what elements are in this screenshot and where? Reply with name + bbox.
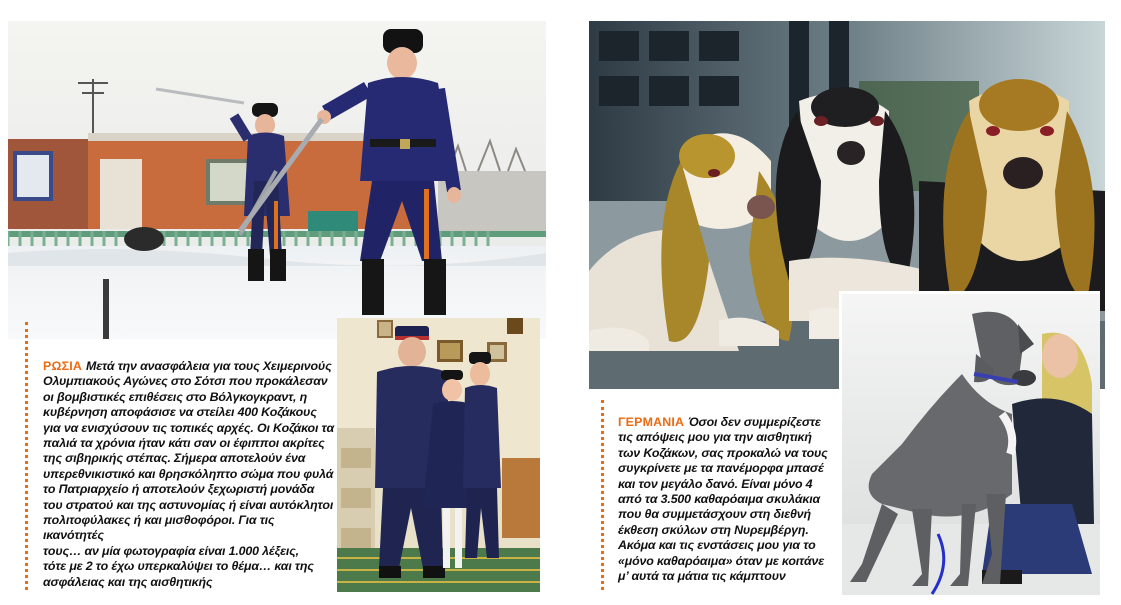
caption-line: «μόνο καθαρόαιμα» όταν με κοιτάνε xyxy=(618,553,824,568)
caption-divider xyxy=(25,322,28,590)
caption-line: Όσοι δεν συμμερίζεστε xyxy=(688,415,821,429)
caption-line: συγκρίνετε με τα πανέμορφα μπασέ xyxy=(618,461,824,476)
caption-line: τότε με 2 το έχω υπερκαλύψει το θέμα… και της xyxy=(43,559,314,574)
caption-divider xyxy=(601,400,604,590)
cossacks-snow-illustration xyxy=(8,21,546,339)
caption-line: που θα συμμετάσχουν στη διεθνή xyxy=(618,507,811,522)
cossacks-snow-photo xyxy=(8,21,546,339)
caption-line: ασφάλειας και της αισθητικής xyxy=(43,574,213,589)
great-dane-photo xyxy=(839,291,1100,595)
cossack-family-photo xyxy=(337,318,540,592)
caption-line: Ολυμπιακούς Αγώνες στο Σότσι που προκάλεσαν xyxy=(43,374,328,389)
caption-line: από τα 3.500 καθαρόαιμα σκυλάκια xyxy=(618,492,821,507)
caption-line: έκθεση σκύλων στη Νυρεμβέργη. xyxy=(618,522,809,537)
caption-line: παλιά τα χρόνια ήταν κάτι σαν οι έφιπποι ακρίτες xyxy=(43,436,325,451)
caption-line: τις απόψεις μου για την αισθητική xyxy=(618,430,812,445)
caption-line: τους… αν μία φωτογραφία είναι 1.000 λέξεις, xyxy=(43,543,299,558)
caption-line: Μετά την ανασφάλεια για τους Χειμερινούς xyxy=(86,359,332,373)
great-dane-illustration xyxy=(842,294,1100,595)
caption-line: πολιτοφύλακες ή και μισθοφόροι. Για τις ικανότητές xyxy=(43,513,275,543)
germany-caption xyxy=(618,415,836,584)
caption-line: του στρατού και της αστυνομίας ή είναι αυτόκλητοι xyxy=(43,497,334,512)
caption-line: κυβέρνηση αποφάσισε να στείλει 400 Κοζάκους xyxy=(43,405,317,420)
cossack-family-illustration xyxy=(337,318,540,592)
caption-line: και τον μεγάλο δανό. Είναι μόνο 4 xyxy=(618,476,813,491)
caption-line: των Κοζάκων, σας προκαλώ να τους xyxy=(618,445,828,460)
russia-caption xyxy=(43,359,338,590)
caption-line: υπερεθνικιστικό και θρησκόληπτο σώμα που φυλά xyxy=(43,466,334,481)
caption-line: οι βομβιστικές επιθέσεις στο Βόλγκογκραντ, η xyxy=(43,389,308,404)
caption-line: Ακόμα και τις ενστάσεις μου για το xyxy=(618,538,816,553)
caption-line: της σιβηρικής στέπας. Σήμερα αποτελούν ένα xyxy=(43,451,306,466)
caption-tag: ΡΩΣΙΑ xyxy=(43,359,83,373)
caption-line: για να ενισχύσουν τις τοπικές αρχές. Οι Κοζάκοι τα xyxy=(43,420,334,435)
caption-tag: ΓΕΡΜΑΝΙΑ xyxy=(618,415,685,429)
caption-line: μ’ αυτά τα μάτια τις κάμπτουν xyxy=(618,569,786,584)
caption-line: το Πατριαρχείο ή αποτελούν ξεχωριστή μονάδα xyxy=(43,482,315,497)
